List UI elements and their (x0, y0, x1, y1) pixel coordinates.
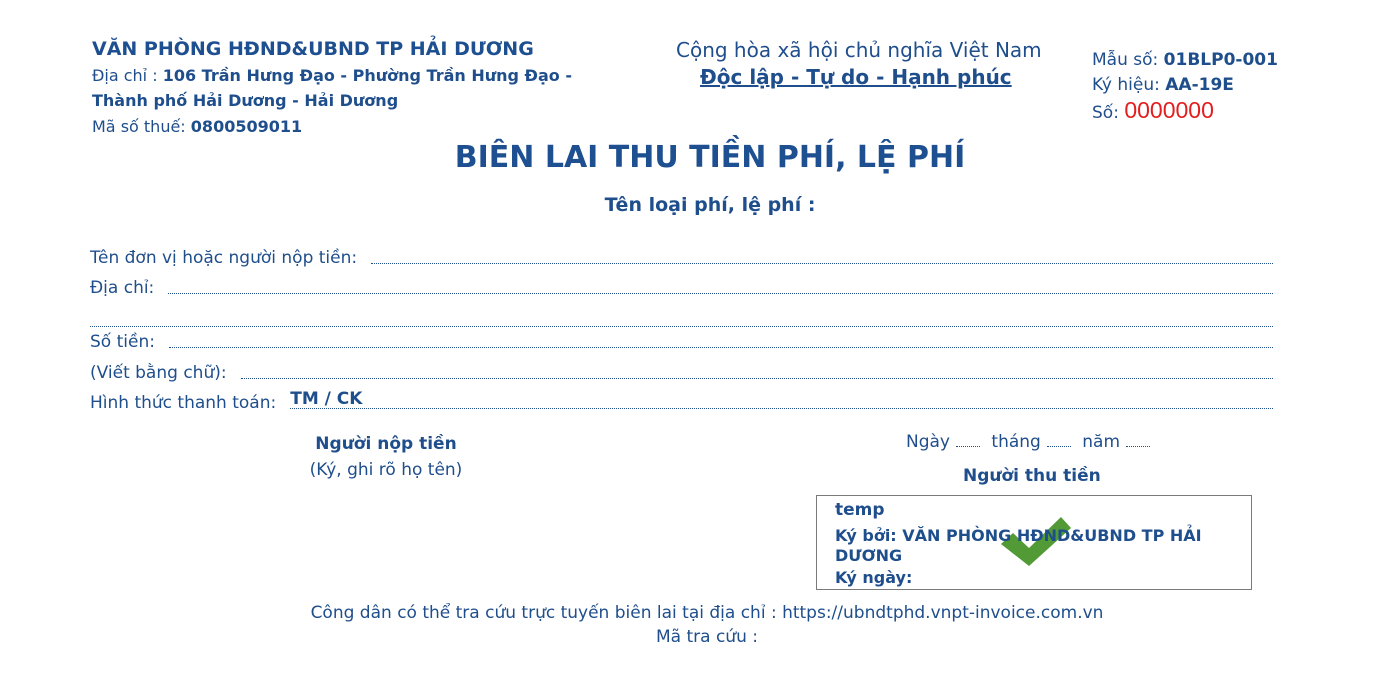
national-motto: Độc lập - Tự do - Hạnh phúc (700, 65, 1012, 89)
signed-by: Ký bởi: VĂN PHÒNG HĐND&UBND TP HẢI DƯƠNG (835, 526, 1202, 565)
year-blank[interactable] (1126, 445, 1150, 447)
signature-box-title: temp (835, 500, 885, 520)
amount-label: Số tiền: (90, 332, 155, 352)
nation-heading: Cộng hòa xã hội chủ nghĩa Việt Nam (676, 38, 1042, 62)
tax-label: Mã số thuế: (92, 117, 186, 136)
in-words-label: (Viết bằng chữ): (90, 363, 227, 383)
collector-signature-title: Người thu tiền (963, 466, 1101, 486)
document-title: BIÊN LAI THU TIỀN PHÍ, LỆ PHÍ (454, 140, 966, 175)
amount-row (90, 332, 1273, 352)
payment-row (90, 389, 1273, 413)
address-continuation-line (90, 326, 1273, 327)
date-line (906, 432, 1156, 452)
template-number (1092, 50, 1278, 70)
template-value: 01BLP0-001 (1163, 50, 1278, 70)
address-label: Địa chỉ: (90, 278, 155, 298)
payer-field[interactable] (371, 262, 1273, 264)
day-blank[interactable] (956, 445, 980, 447)
lookup-code-label: Mã tra cứu : (656, 627, 758, 647)
symbol-value: AA-19E (1165, 75, 1234, 95)
month-blank[interactable] (1047, 445, 1071, 447)
payment-field[interactable] (290, 389, 1273, 409)
issuer-address-label: Địa chỉ : (92, 66, 158, 85)
in-words-row (90, 363, 1273, 383)
address-row (90, 278, 1273, 298)
amount-field[interactable] (169, 346, 1273, 348)
payer-label: Tên đơn vị hoặc người nộp tiền: (90, 248, 358, 268)
payer-signature-note: (Ký, ghi rõ họ tên) (309, 460, 463, 480)
symbol (1092, 75, 1234, 95)
payer-signature-title: Người nộp tiền (315, 434, 457, 454)
symbol-label: Ký hiệu: (1092, 75, 1160, 95)
payer-row (90, 248, 1273, 268)
receipt-number (1092, 97, 1214, 124)
year-label: năm (1082, 432, 1121, 452)
day-label: Ngày (906, 432, 950, 452)
receipt-number-label: Số: (1092, 103, 1119, 123)
receipt-number-value: 0000000 (1124, 97, 1214, 123)
issuer-name: VĂN PHÒNG HĐND&UBND TP HẢI DƯƠNG (92, 38, 534, 60)
template-label: Mẫu số: (1092, 50, 1159, 70)
issuer-address (92, 66, 572, 85)
digital-signature-box (816, 495, 1252, 590)
signed-date: Ký ngày: (835, 568, 913, 587)
payment-label: Hình thức thanh toán: (90, 393, 277, 413)
address-field[interactable] (168, 292, 1273, 294)
lookup-instructions: Công dân có thể tra cứu trực tuyến biên lai tại địa chỉ : https://ubndtphd.vnpt-invoice.com.vn (310, 603, 1104, 623)
fee-type-label: Tên loại phí, lệ phí : (604, 194, 816, 216)
issuer-address-line2: Thành phố Hải Dương - Hải Dương (92, 91, 399, 110)
issuer-address-line1: 106 Trần Hưng Đạo - Phường Trần Hưng Đạo - (162, 66, 572, 85)
payment-value: TM / CK (290, 389, 363, 409)
month-label: tháng (991, 432, 1041, 452)
issuer-tax (92, 117, 302, 136)
in-words-field[interactable] (241, 377, 1273, 379)
tax-code: 0800509011 (190, 117, 303, 136)
